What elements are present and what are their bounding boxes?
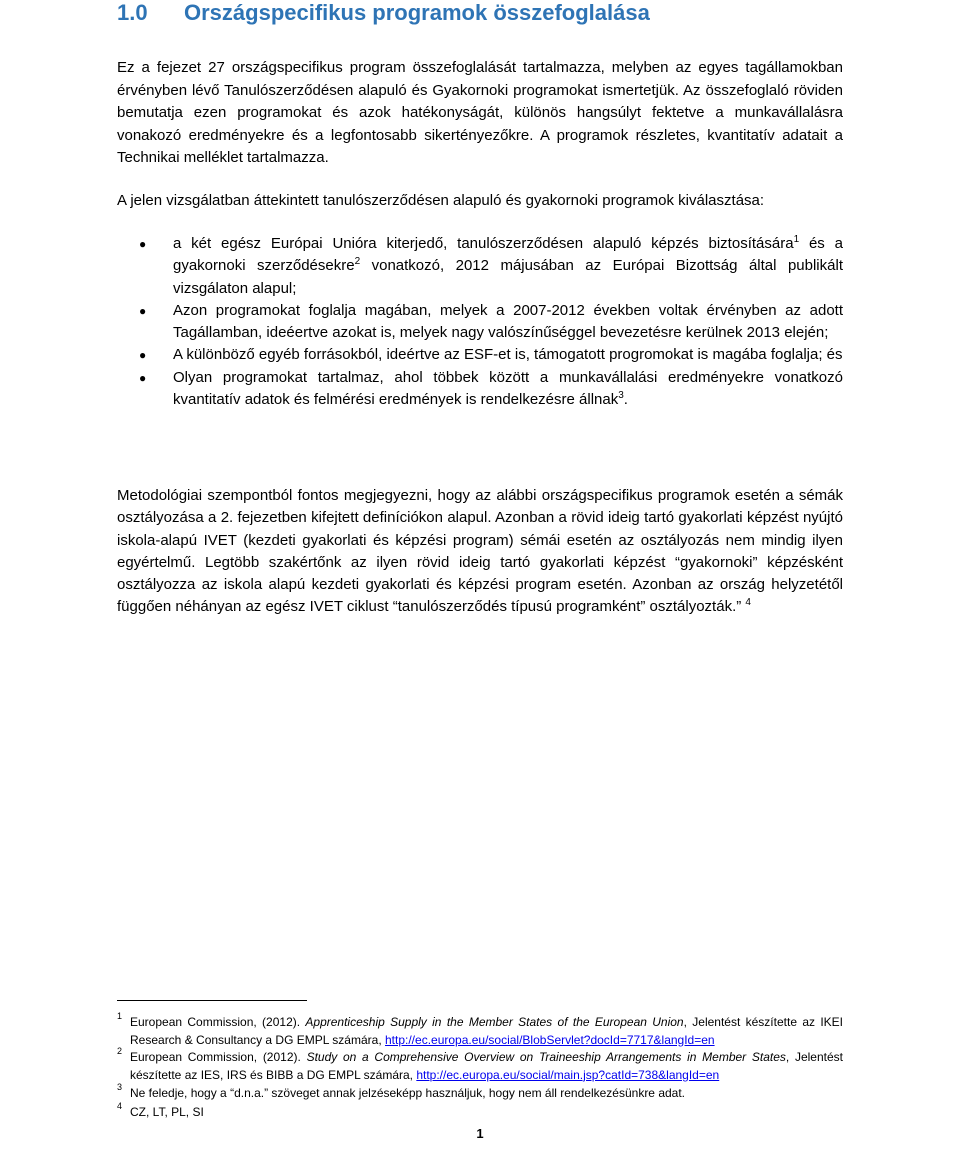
list-item: ● Olyan programokat tartalmaz, ahol többek között a munkavállalási eredményekre vonatkozó kvantitatív adatok és felmérési eredmények is rendelkezésre állnak$^3$. [139,368,843,409]
methodology-paragraph: Metodológiai szempontból fontos megjegyezni, hogy az alábbi országspecifikus programok esetén a sémák osztályozása a 2. fejezetben kifejtett definíciókon alapul. Azonban a rövid ideig tartó gyakorlati képzést nyújtó iskola-alapú IVET (kezdeti gyakorlati és képzési program) sémái esetén az osztályozás nem mindig ilyen egyértelmű. Legtöbb szakértőnk az ilyen rövid ideig tartó gyakorlati képzést “gyakornoki” képzésként osztályozza az iskola alapú kezdeti gyakorlati és képzési program esetén. Azonban az ország helyzetétől függően néhányan az egész IVET ciklust “tanulószerződés típusú programként” osztályozták.” $^4$ [117,487,843,616]
footnote-number: 3 [117,1082,123,1092]
footnote-1: 1 European Commission, (2012). Apprenticeship Supply in the Member States of the European Union, Jelentést készítette az IKEI Research & Consultancy a DG EMPL számára, http://ec.europa.eu/social/BlobServlet?docId=7717&langId=en [117,1014,843,1049]
footnote-ref[interactable]: 2 [354,256,361,268]
footnote-ref[interactable]: 3 [618,390,624,402]
footnote-separator [117,1000,307,1001]
chapter-title: Országspecifikus programok összefoglalása [184,0,650,25]
footnote-3: 3 Ne feledje, hogy a “d.n.a.” szöveget annak jelzéseképp használjuk, hogy nem áll rendelkezésünkre adat. [117,1085,843,1103]
chapter-heading [117,0,650,26]
footnote-link[interactable]: http://ec.europa.eu/social/main.jsp?catId=738&langId=en [416,1067,720,1082]
page-number: 1 [476,1126,484,1141]
footnote-number: 4 [117,1101,123,1111]
list-item: ● Azon programokat foglalja magában, melyek a 2007-2012 években voltak érvényben az adott Tagállamban, ideéertve azokat is, melyek nagy valószínűséggel bevezetésre kerülnek 2013 elején; [139,301,843,342]
bullet-icon: ● [139,370,147,385]
selection-lead: A jelen vizsgálatban áttekintett tanulószerződésen alapuló és gyakornoki programok kiválasztása: [117,192,765,209]
footnote-ref[interactable]: 1 [793,234,800,245]
list-item: ● a két egész Európai Unióra kiterjedő, tanulószerződésen alapuló képzés biztosítására$^1$ és a gyakornoki szerződésekre$^2$ vonatkozó, 2012 májusában az Európai Bizottság által publikált vizsgálaton alapul; [139,234,843,297]
bullet-icon: ● [139,303,147,318]
footnote-number: 1 [117,1011,123,1021]
footnote-2: 2 European Commission, (2012). Study on a Comprehensive Overview on Traineeship Arrangements in Member States, Jelentést készítette az IES, IRS és BIBB a DG EMPL számára, http://ec.europa.eu/social/main.jsp?catId=738&langId=en [117,1049,843,1084]
list-item: ● A különböző egyéb forrásokból, ideértve az ESF-et is, támogatott progromokat is magába foglalja; és [135,344,843,366]
footnote-link[interactable]: http://ec.europa.eu/social/BlobServlet?docId=7717&langId=en [385,1032,715,1047]
bullet-icon: ● [139,237,147,251]
intro-paragraph: Ez a fejezet 27 országspecifikus program összefoglalását tartalmazza, melyben az egyes tagállamokban érvényben lévő Tanulószerződésen alapuló és Gyakornoki programokat ismertetjük. Az összefoglaló röviden bemutatja ezen programokat és azok hatékonyságát, különös hangsúlyt fektetve a munkavállalásra vonakozó eredményekre és a legfontosabb sikertényezőkre. A programok részletes, kvantitatív adatait a Technikai melléklet tartalmazza. [117,59,843,166]
bullet-icon: ● [139,348,147,363]
footnote-ref[interactable]: 4 [745,597,751,609]
footnote-number: 2 [117,1046,123,1056]
footnote-4: 4 CZ, LT, PL, SI [117,1104,843,1122]
chapter-number: 1.0 [117,0,148,25]
selection-criteria-list [135,233,843,411]
